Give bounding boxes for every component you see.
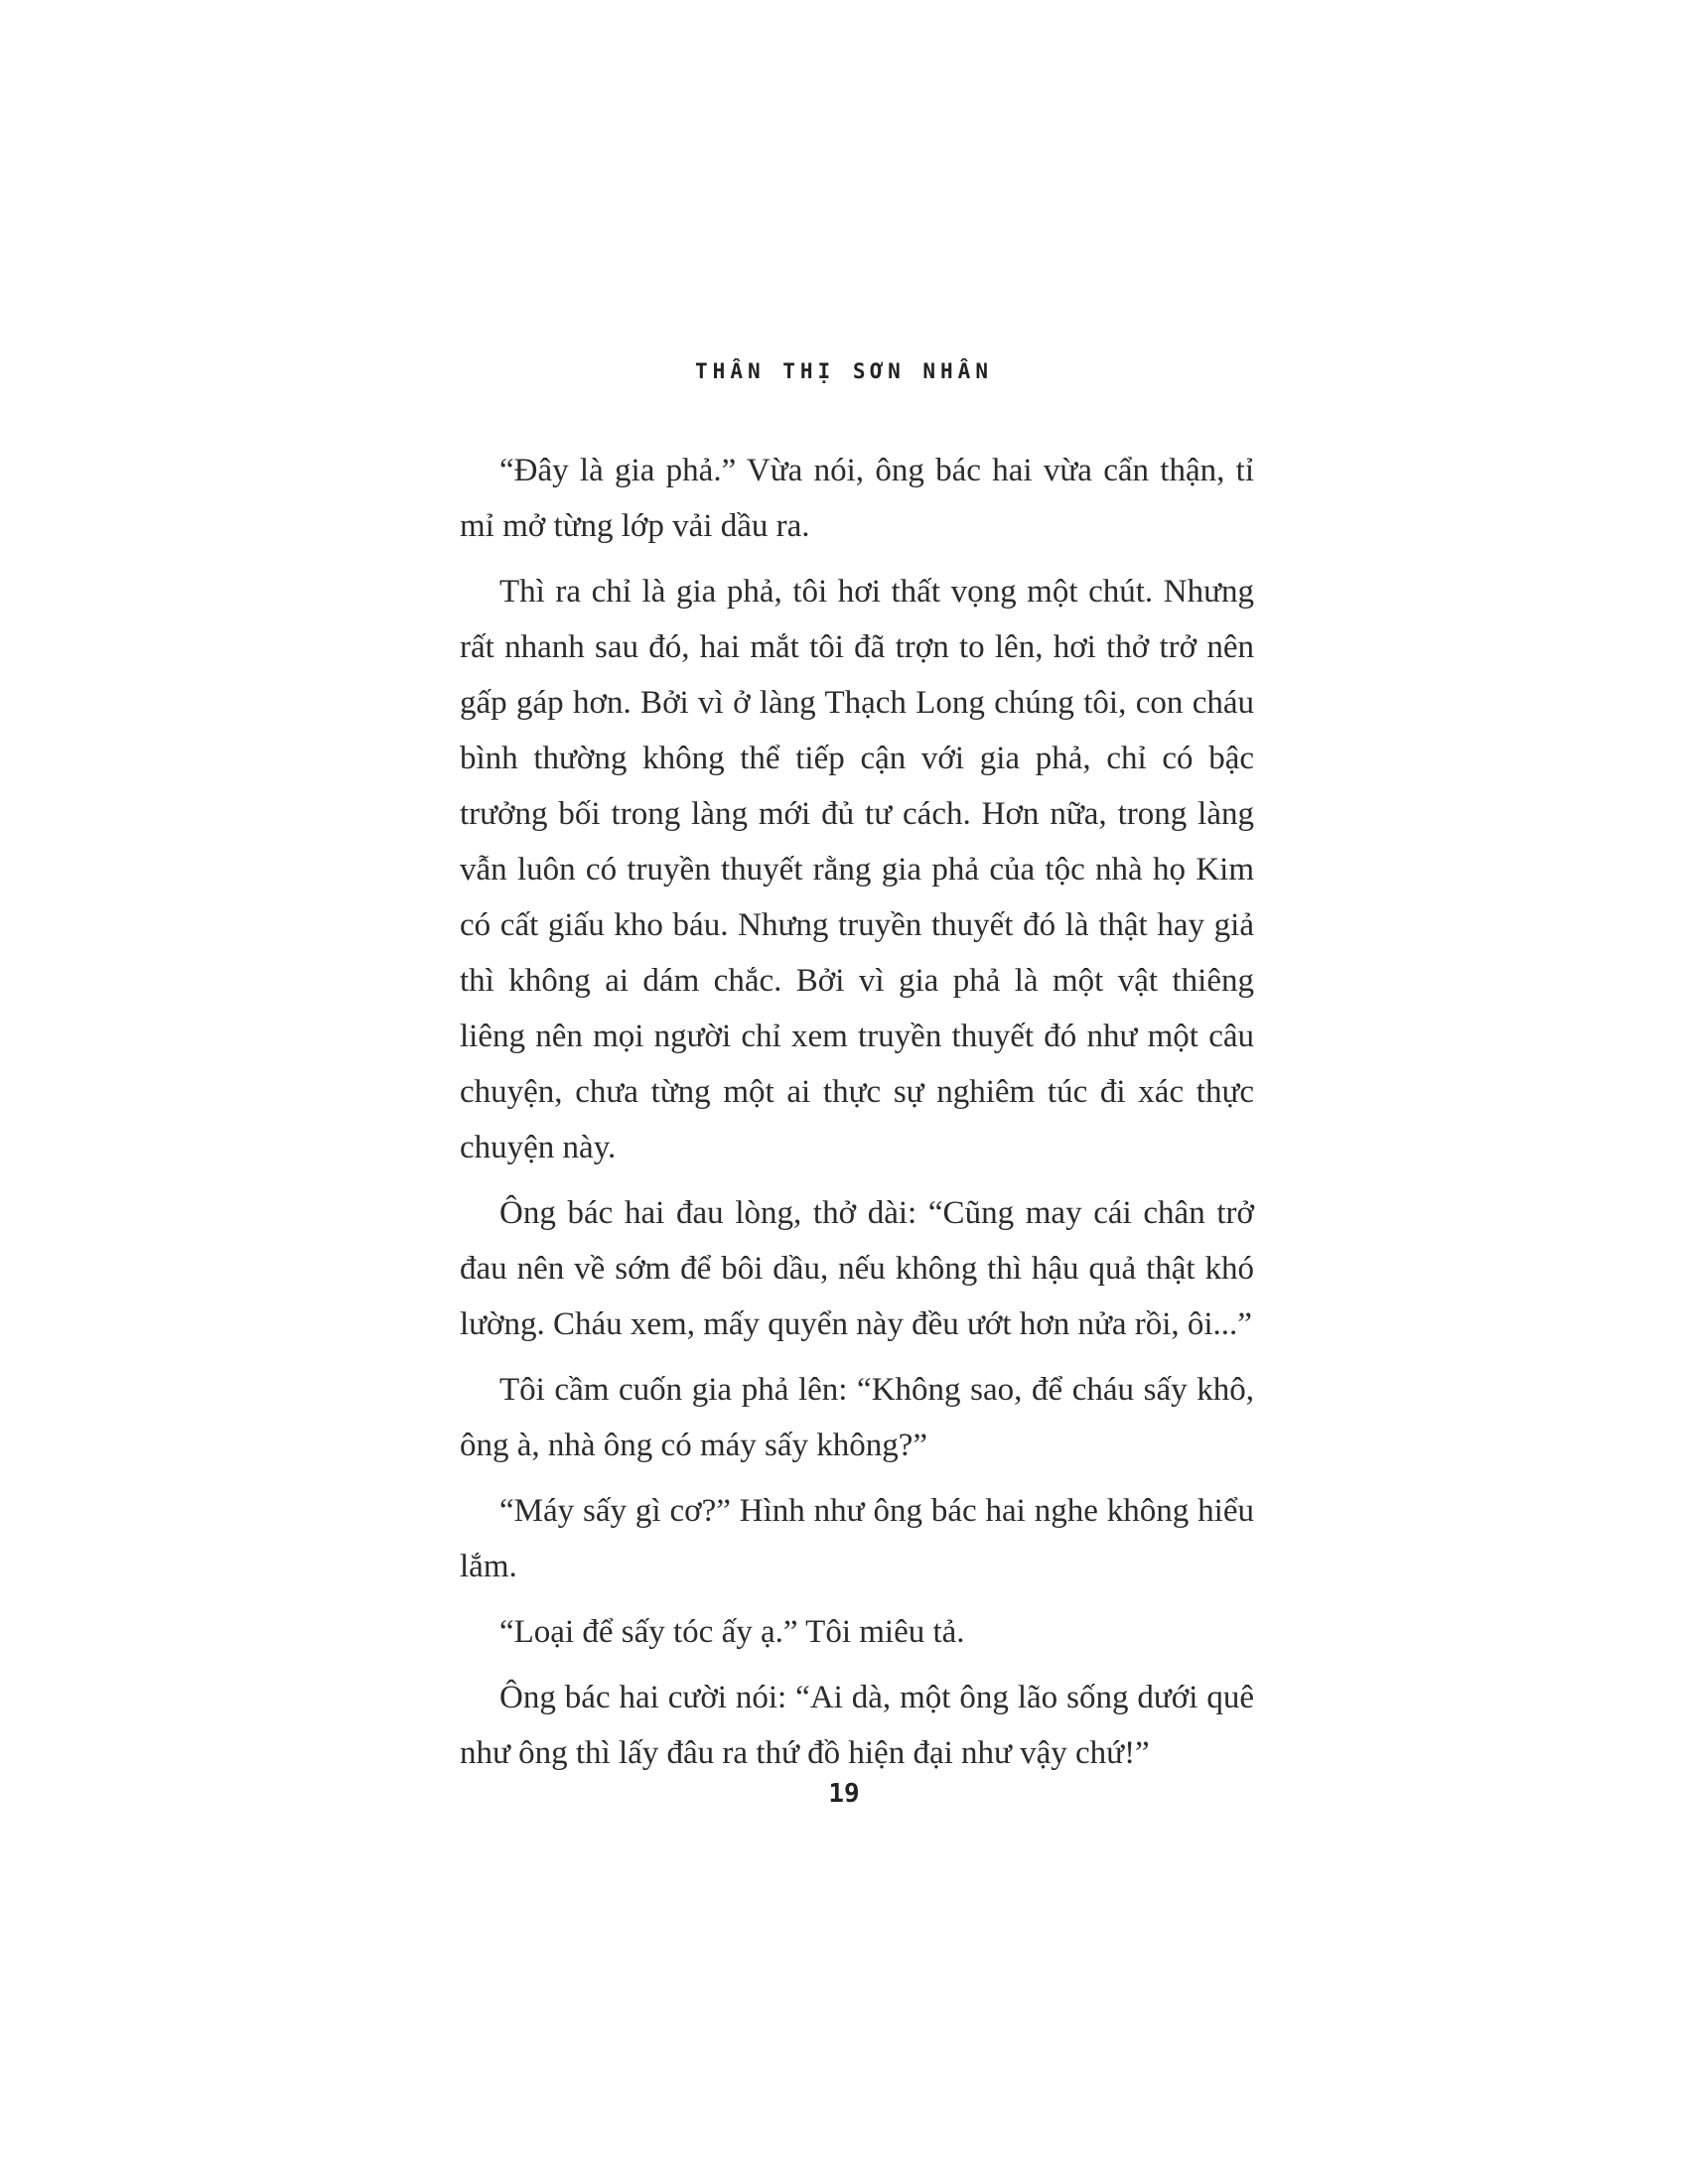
paragraph: “Máy sấy gì cơ?” Hình như ông bác hai nghe không hiểu lắm. [460, 1493, 1254, 1584]
page-number: 19 [828, 1779, 860, 1809]
body-text [460, 443, 1254, 1791]
paragraph: “Đây là gia phả.” Vừa nói, ông bác hai vừa cẩn thận, tỉ mỉ mở từng lớp vải dầu ra. [460, 453, 1254, 544]
paragraph: Ông bác hai đau lòng, thở dài: “Cũng may cái chân trở đau nên về sớm để bôi dầu, nếu không thì hậu quả thật khó lường. Cháu xem, mấy quyển này đều ướt hơn nửa rồi, ôi...” [460, 1195, 1254, 1342]
paragraph: “Loại để sấy tóc ấy ạ.” Tôi miêu tả. [499, 1614, 965, 1650]
paragraph: Ông bác hai cười nói: “Ai dà, một ông lão sống dưới quê như ông thì lấy đâu ra thứ đồ hiện đại như vậy chứ!” [460, 1680, 1254, 1771]
paragraph: Thì ra chỉ là gia phả, tôi hơi thất vọng một chút. Nhưng rất nhanh sau đó, hai mắt tôi đã trợn to lên, hơi thở trở nên gấp gáp hơn. Bởi vì ở làng Thạch Long chúng tôi, con cháu bình thường không thể tiếp cận với gia phả, chỉ có bậc trưởng bối trong làng mới đủ tư cách. Hơn nữa, trong làng vẫn luôn có truyền thuyết rằng gia phả của tộc nhà họ Kim có cất giấu kho báu. Nhưng truyền thuyết đó là thật hay giả thì không ai dám chắc. Bởi vì gia phả là một vật thiêng liêng nên mọi người chỉ xem truyền thuyết đó như một câu chuyện, chưa từng một ai thực sự nghiêm túc đi xác thực chuyện này. [460, 574, 1254, 1165]
paragraph: Tôi cầm cuốn gia phả lên: “Không sao, để cháu sấy khô, ông à, nhà ông có máy sấy không?” [460, 1372, 1254, 1463]
running-header: THÂN THỊ SƠN NHÂN [695, 359, 993, 383]
